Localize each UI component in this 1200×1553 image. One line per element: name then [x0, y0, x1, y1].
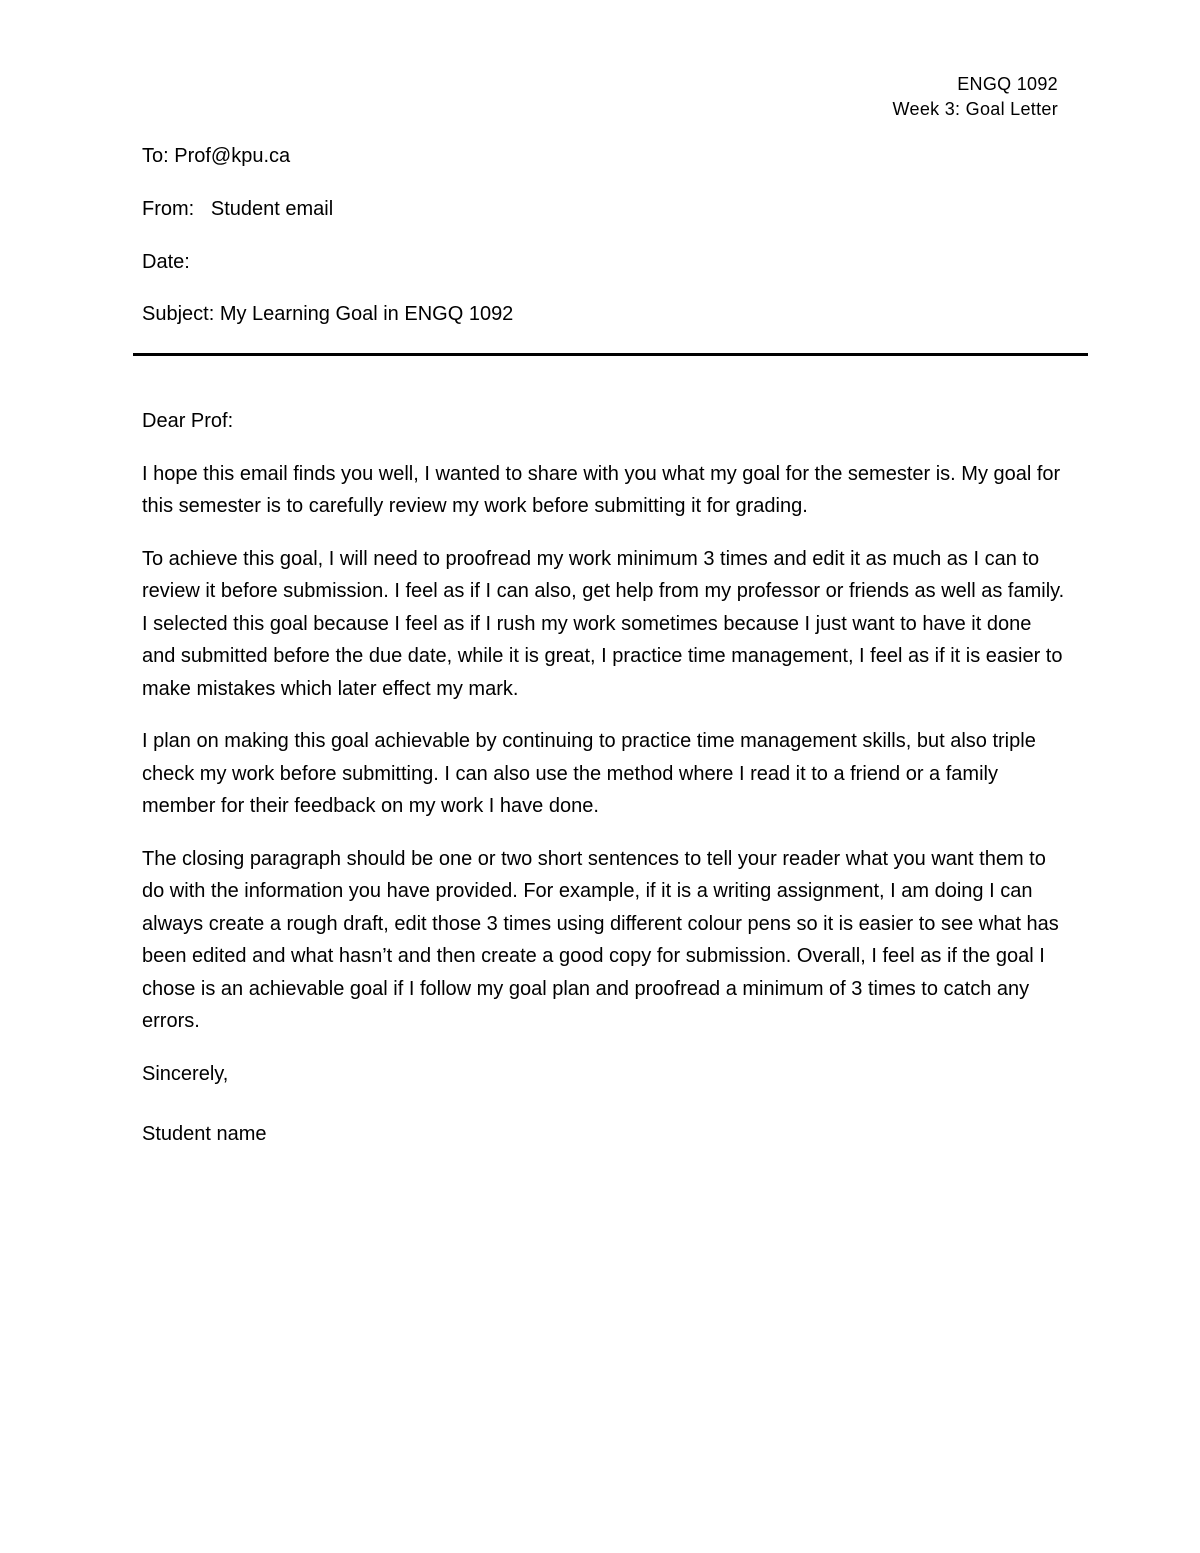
assignment-title: Week 3: Goal Letter — [892, 99, 1058, 119]
memo-to: To: Prof@kpu.ca — [142, 145, 291, 167]
salutation: Dear Prof: — [142, 410, 234, 432]
paragraph-closing: The closing paragraph should be one or two short sentences to tell your reader what you want them to do with the information you have provided. For example, if it is a writing assignment, I am doing I can always create a rough draft, edit those 3 times using different colour pens so it is easier to see what has been edited and what hasn’t and then create a good copy for submission. Overall, I feel as if the goal I chose is an achievable goal if I follow my goal plan and proofread a minimum of 3 times to catch any errors. — [142, 847, 1059, 1032]
closing: Sincerely, — [142, 1062, 229, 1085]
memo-subject: Subject: My Learning Goal in ENGQ 1092 — [142, 303, 514, 325]
course-code: ENGQ 1092 — [957, 74, 1058, 94]
memo-date: Date: — [142, 251, 190, 273]
paragraph-intro: I hope this email finds you well, I wanted to share with you what my goal for the semester is. My goal for this semester is to carefully review my work before submitting it for grading. — [142, 462, 1061, 517]
document-header — [893, 72, 1058, 122]
paragraph-achievable: I plan on making this goal achievable by continuing to practice time management skills, but also triple check my work before submitting. I can also use the method where I read it to a friend or a family member for their feedback on my work I have done. — [142, 730, 1036, 817]
letter-body — [142, 405, 1067, 1171]
paragraph-plan: To achieve this goal, I will need to proofread my work minimum 3 times and edit it as much as I can to review it before submission. I feel as if I can also, get help from my professor or friends as well as family. I selected this goal because I feel as if I rush my work sometimes because I just want to have it done and submitted before the due date, while it is great, I practice time management, I feel as if it is easier to make mistakes which later effect my mark. — [142, 547, 1065, 700]
signature: Student name — [142, 1123, 267, 1145]
memo-from: From: Student email — [142, 198, 334, 220]
memo-divider — [133, 353, 1088, 356]
